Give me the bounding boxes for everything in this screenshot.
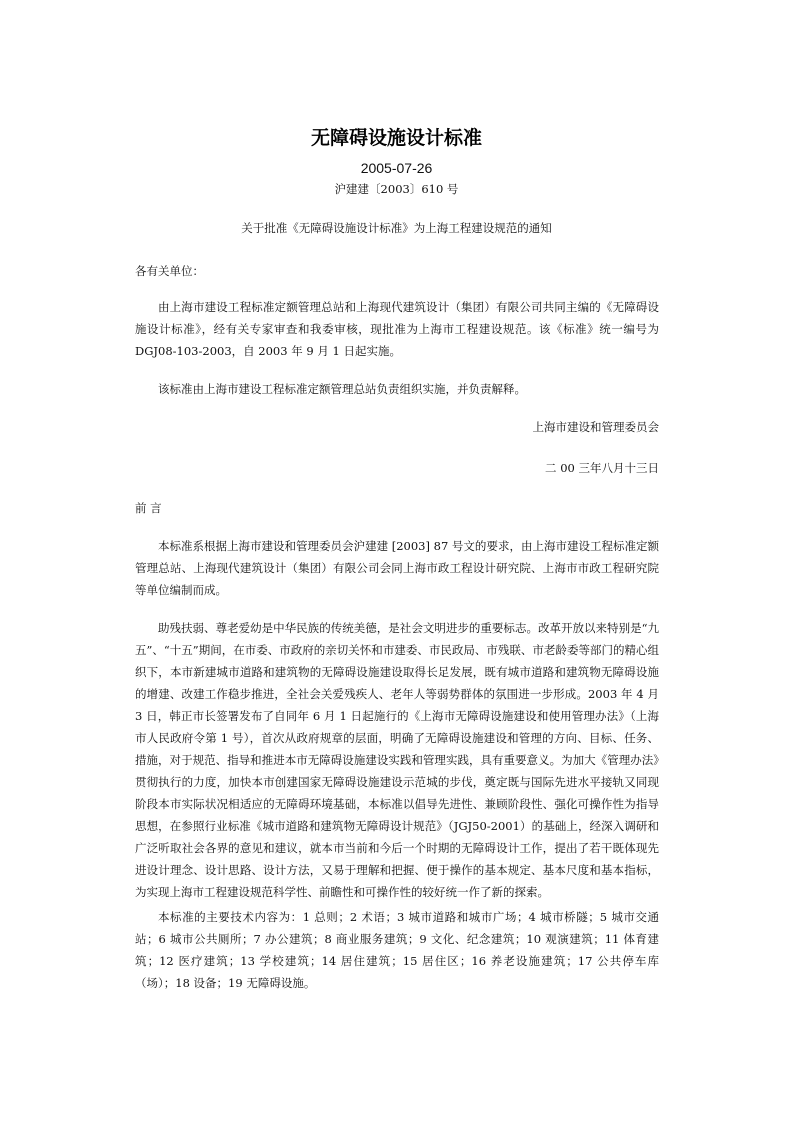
salutation: 各有关单位：: [135, 264, 204, 278]
notice-title: 关于批准《无障碍设施设计标准》为上海工程建设规范的通知: [241, 221, 552, 235]
document-title: 无障碍设施设计标准: [310, 127, 482, 149]
signature-date: 二 00 三年八月十三日: [545, 461, 659, 475]
paragraph-responsibility: 该标准由上海市建设工程标准定额管理总站负责组织实施，并负责解释。: [158, 382, 526, 396]
paragraph-contents: 本标准的主要技术内容为：1 总则；2 术语；3 城市道路和城市广场；4 城市桥隧；5 城市交通站；6 城市公共厕所；7 办公建筑；8 商业服务建筑；9 文化、纪念建筑；10 观演建筑；11 体育建筑；12 医疗建筑；13 学校建筑；14 居住建筑；15 居住区；16 养老设施建筑；17 公共停车库（场）；18 设备；19 无障碍设施。: [135, 910, 659, 990]
foreword-heading: 前 言: [135, 501, 162, 515]
document-number: 沪建建〔2003〕610 号: [334, 182, 459, 196]
paragraph-background: 助残扶弱、尊老爱幼是中华民族的传统美德，是社会文明进步的重要标志。改革开放以来特别是“九五”、“十五”期间，在市委、市政府的亲切关怀和市建委、市民政局、市残联、市老龄委等部门的精心组织下，本市新建城市道路和建筑物的无障碍设施建设取得长足发展，既有城市道路和建筑物无障碍设施的增建、改建工作稳步推进，全社会关爱残疾人、老年人等弱势群体的氛围进一步形成。2003 年 4 月 3 日，韩正市长签署发布了自同年 6 月 1 日起施行的《上海市无障碍设施建设和使用管理办法》（上海市人民政府令第 1 号），首次从政府规章的层面，明确了无障碍设施建设和管理的方向、目标、任务、措施，对于规范、指导和推进本市无障碍设施建设实践和管理实践，具有重要意义。为加大《管理办法》贯彻执行的力度，加快本市创建国家无障碍设施建设示范城的步伐，奠定既与国际先进水平接轨又同现阶段本市实际状况相适应的无障碍环境基础，本标准以倡导先进性、兼顾阶段性、强化可操作性为指导思想，在参照行业标准《城市道路和建筑物无障碍设计规范》（JGJ50-2001）的基础上，经深入调研和广泛听取社会各界的意见和建议，就本市当前和今后一个时期的无障碍设计工作，提出了若干既体现先进设计理念、设计思路、设计方法，又易于理解和把握、便于操作的基本规定、基本尺度和基本指标，为实现上海市工程建设规范科学性、前瞻性和可操作性的较好统一作了新的探索。: [135, 621, 659, 899]
signature-organization: 上海市建设和管理委员会: [532, 420, 659, 434]
document-date: 2005-07-26: [360, 160, 433, 176]
paragraph-approval: 由上海市建设工程标准定额管理总站和上海现代建筑设计（集团）有限公司共同主编的《无障碍设施设计标准》，经有关专家审查和我委审核，现批准为上海市工程建设规范。该《标准》统一编号为 DGJ08-103-2003，自 2003 年 9 月 1 日起实施。: [135, 300, 659, 358]
paragraph-compilation: 本标准系根据上海市建设和管理委员会沪建建 [2003] 87 号文的要求，由上海市建设工程标准定额管理总站、上海现代建筑设计（集团）有限公司会同上海市政工程设计研究院、上海市市政工程研究院等单位编制而成。: [135, 539, 659, 597]
